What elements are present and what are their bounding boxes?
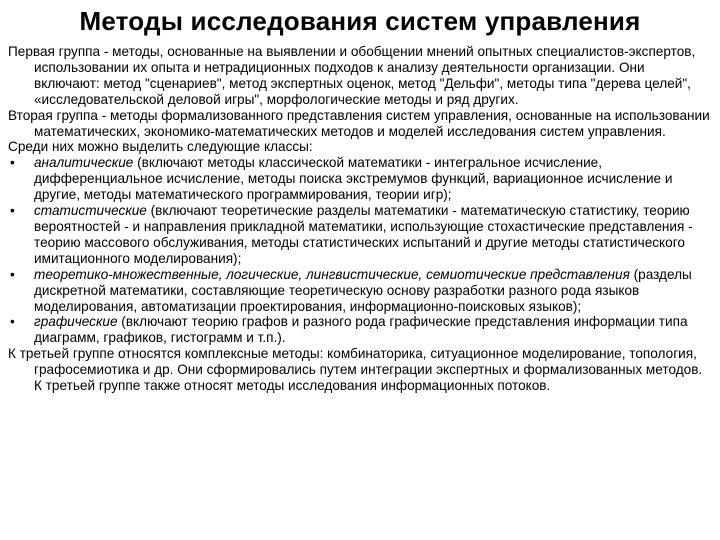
class-description: (включают теоретические разделы математики - математическую статистику, теорию вероятностей - и направления прикладной математики, использующие стохастические представления - теорию массового обслуживания, методы статистических испытаний и другие методы статистического имитационного моделирования); <box>34 203 693 266</box>
paragraph-group-1: Первая группа - методы, основанные на выявлении и обобщении мнений опытных специалистов-экспертов, использовании их опыта и нетрадиционных подходов к анализу деятельности организации. Они включают: метод "сценариев", метод экспертных оценок, метод "Дельфи", методы типа "дерева целей", «исследовательской деловой игры", морфологические методы и ряд других. <box>8 44 696 107</box>
paragraph-group-3: К третьей группе относятся комплексные методы: комбинаторика, ситуационное моделирование, топология, графосемиотика и др. Они сформировались путем интеграции экспертных и формализованных методов. К третьей группе также относят методы исследования информационных потоков. <box>8 346 703 394</box>
class-term: статистические <box>34 203 147 219</box>
bullet-marker: • <box>10 155 15 171</box>
list-item-graphic <box>8 314 712 346</box>
class-term: теоретико-множественные, логические, лингвистические, семиотические представления <box>34 266 630 282</box>
class-description: (включают методы классической математики - интегральное исчисление, дифференциальное исчисление, методы поиска экстремумов функций, вариационное исчисление и другие, методы математического программирования, теории игр); <box>34 155 673 203</box>
list-item-statistical <box>8 203 712 267</box>
slide-content <box>8 44 712 394</box>
list-item-set-theoretic <box>8 267 712 315</box>
bullet-marker: • <box>10 314 15 330</box>
paragraph-group-2: Вторая группа - методы формализованного представления систем управления, основанные на использовании математических, экономико-математических методов и моделей исследования систем управления. <box>8 107 710 139</box>
bullet-marker: • <box>10 266 15 282</box>
bullet-marker: • <box>10 203 15 219</box>
class-term: аналитические <box>34 155 134 171</box>
list-item-analytic <box>8 155 712 203</box>
class-term: графические <box>34 314 118 330</box>
classes-intro: Среди них можно выделить следующие классы: <box>8 139 313 155</box>
class-description: (разделы дискретной математики, составляющие теоретическую основу разработки разного рода языков моделирования, автоматизации проектирования, информационно-поисковых языков); <box>34 266 692 314</box>
class-description: (включают теорию графов и разного рода графические представления информации типа диаграмм, графиков, гистограмм и т.п.). <box>34 314 688 346</box>
slide-title: Методы исследования систем управления <box>79 6 641 36</box>
